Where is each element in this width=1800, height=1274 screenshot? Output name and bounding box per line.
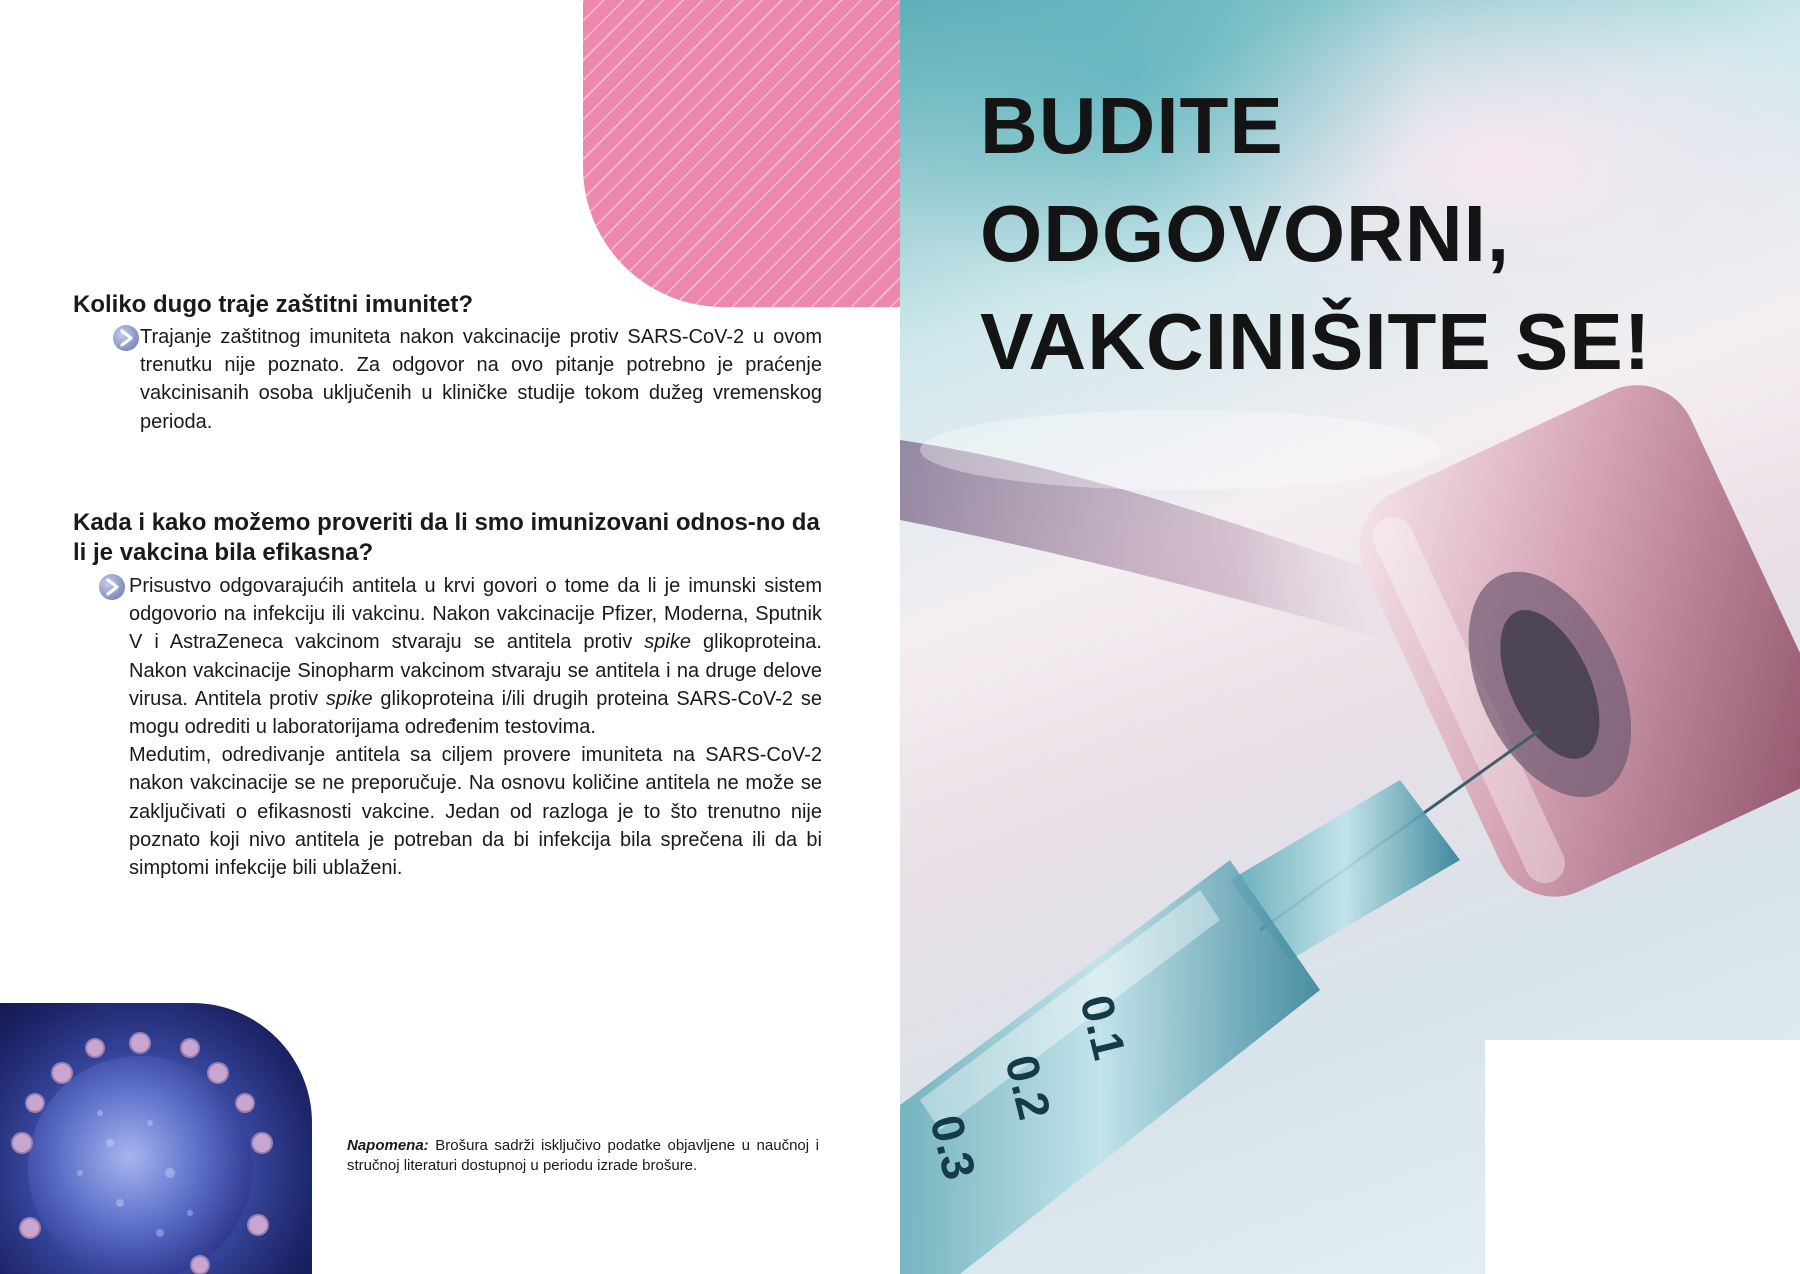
answer-text: glikoproteina i/ili drugih proteina SARS-CoV-2 se mogu odrediti u laboratorijama određenim testovima. bbox=[129, 687, 823, 739]
note-text: Brošura sadrži isključivo podatke objavljene u naučnoj i stručnoj literaturi dostupnoj u periodu izrade brošure. bbox=[347, 1137, 819, 1174]
headline-line-3: VAKCINIŠITE SE! bbox=[980, 297, 1652, 386]
answer-1-text: Trajanje zaštitnog imuniteta nakon vakcinacije protiv SARS-CoV-2 u ovom trenutku nije poznato. Za odgovor na ovo pitanje potrebno je praćenje vakcinisanih osoba uključenih u kliničke studije tokom dužeg vremenskog perioda. bbox=[140, 326, 822, 433]
answer-emphasis: spike bbox=[644, 631, 691, 654]
question-1-answer bbox=[140, 323, 822, 436]
question-2-title: Kada i kako možemo proveriti da li smo imunizovani odnos-no da li je vakcina bila efikasna? bbox=[73, 509, 820, 566]
note-label: Napomena: bbox=[347, 1137, 429, 1154]
answer-2-paragraph-2: Medutim, odredivanje antitela sa ciljem provere imuniteta na SARS-CoV-2 nakon vakcinacije se ne preporučuje. Na osnovu količine antitela ne može se zaključivati o efikasnosti vakcine. Jedan od razloga je to što trenutno nije poznato koji nivo antitela je potreban da bi infekcija bila sprečena ili da bi simptomi infekcije bili ublaženi. bbox=[129, 744, 822, 880]
answer-emphasis: spike bbox=[325, 687, 373, 710]
chevron-right-icon bbox=[99, 574, 125, 600]
note bbox=[347, 1136, 819, 1175]
syringe-icon bbox=[900, 730, 1540, 1274]
answer-text: glikoproteina. Nakon vakcinacije Sinopharm vakcinom stvaraju se antitela i na druge delove virusa. Antitela protiv bbox=[129, 631, 822, 710]
question-1-title: Koliko dugo traje zaštitni imunitet? bbox=[73, 291, 474, 318]
headline bbox=[980, 72, 1780, 396]
pink-striped-decoration bbox=[583, 0, 900, 307]
answer-text: Prisustvo odgovarajućih antitela u krvi govori o tome da li je imunski sistem odgovorio na infekciju ili vakcinu. Nakon vakcinacije Pfizer, Moderna, Sputnik V i AstraZeneca vakcinom stvaraju se antitela protiv bbox=[129, 575, 822, 654]
headline-line-1: BUDITE bbox=[980, 81, 1284, 170]
syringe-mark-0-2: 0.2 bbox=[995, 1049, 1062, 1125]
question-2-answer bbox=[129, 572, 822, 882]
coronavirus-icon bbox=[0, 1003, 312, 1274]
syringe-mark-0-1: 0.1 bbox=[1070, 989, 1137, 1065]
syringe-mark-0-3: 0.3 bbox=[920, 1109, 987, 1185]
answer-2-paragraph-1 bbox=[129, 572, 822, 741]
white-corner-block bbox=[1485, 1040, 1800, 1274]
headline-line-2: ODGOVORNI, bbox=[980, 189, 1511, 278]
right-page-photo bbox=[900, 0, 1800, 1274]
chevron-right-icon bbox=[113, 325, 139, 351]
